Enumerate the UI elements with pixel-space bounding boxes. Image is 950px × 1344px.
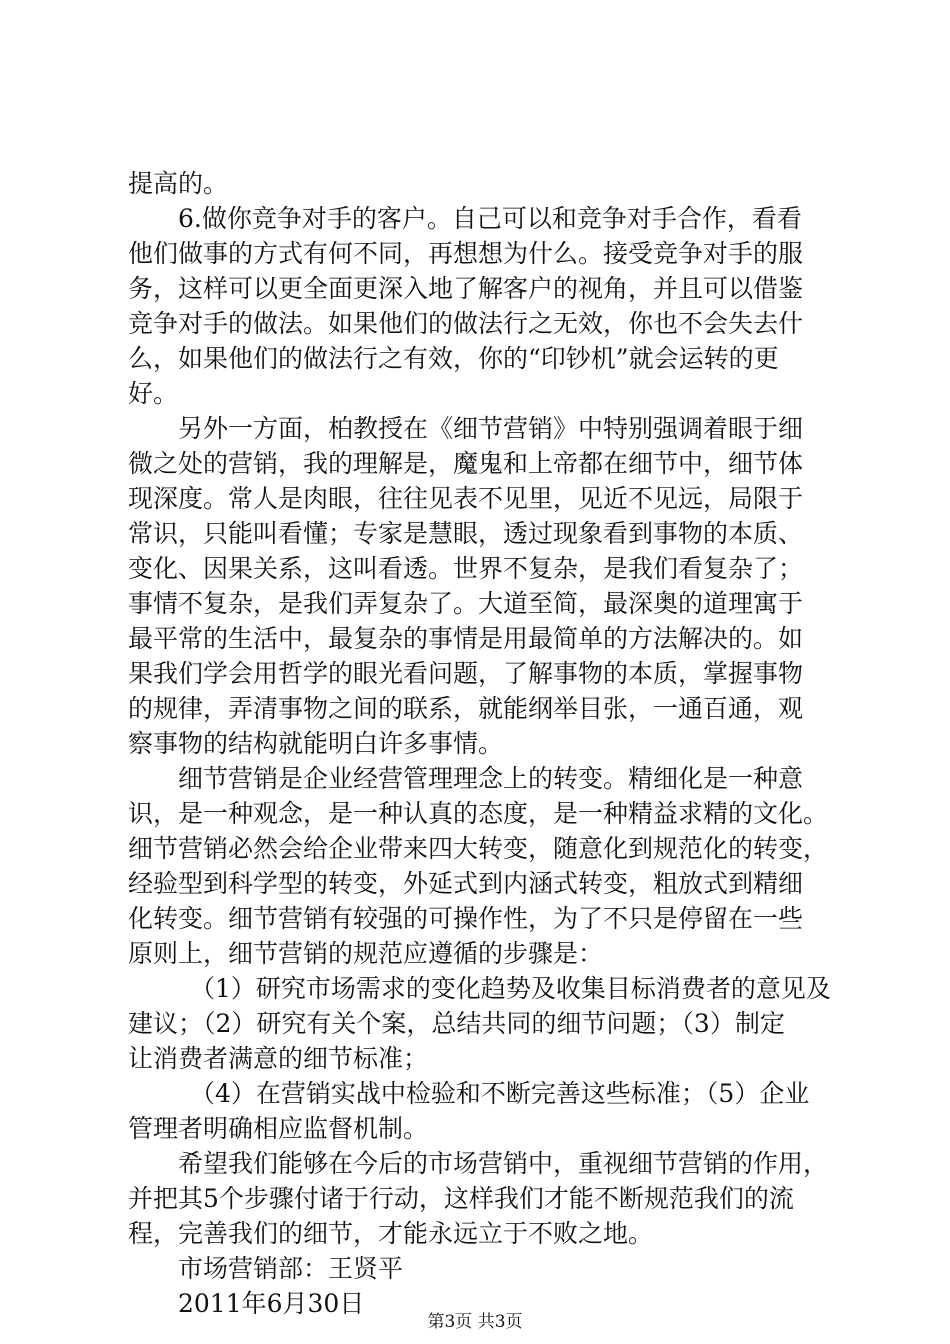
text-line: 建议；（2）研究有关个案，总结共同的细节问题；（3）制定 <box>128 1009 785 1038</box>
text-line: 原则上，细节营销的规范应遵循的步骤是： <box>128 939 604 968</box>
paragraph-start-line: 6.做你竞争对手的客户。自己可以和竞争对手合作，看看 <box>178 204 802 233</box>
text-line: 程，完善我们的细节，才能永远立于不败之地。 <box>128 1219 654 1248</box>
text-line: 细节营销必然会给企业带来四大转变，随意化到规范化的转变， <box>128 834 829 863</box>
paragraph-start-line: 细节营销是企业经营管理理念上的转变。精细化是一种意 <box>178 764 804 793</box>
text-line: 最平常的生活中，最复杂的事情是用最简单的方法解决的。如 <box>128 624 804 653</box>
signature-date: 2011年6月30日 <box>178 1289 365 1318</box>
paragraph-start-line: 希望我们能够在今后的市场营销中，重视细节营销的作用， <box>178 1149 829 1178</box>
text-line: 常识，只能叫看懂；专家是慧眼，透过现象看到事物的本质、 <box>128 519 804 548</box>
text-line: 果我们学会用哲学的眼光看问题，了解事物的本质，掌握事物 <box>128 659 804 688</box>
list-item-line: （4）在营销实战中检验和不断完善这些标准；（5）企业 <box>190 1079 810 1108</box>
text-line: 务，这样可以更全面更深入地了解客户的视角，并且可以借鉴 <box>128 274 804 303</box>
text-line: 竞争对手的做法。如果他们的做法行之无效，你也不会失去什 <box>128 309 804 338</box>
text-line: 好。 <box>128 379 179 408</box>
text-line: 现深度。常人是肉眼，往往见表不见里，见近不见远，局限于 <box>128 484 804 513</box>
text-line: 识，是一种观念，是一种认真的态度，是一种精益求精的文化。 <box>128 799 829 828</box>
text-line: 并把其5个步骤付诸于行动，这样我们才能不断规范我们的流 <box>128 1184 794 1213</box>
text-line: 化转变。细节营销有较强的可操作性，为了不只是停留在一些 <box>128 904 804 933</box>
text-line: 经验型到科学型的转变，外延式到内涵式转变，粗放式到精细 <box>128 869 804 898</box>
text-line: 变化、因果关系，这叫看透。世界不复杂，是我们看复杂了； <box>128 554 804 583</box>
signature-department: 市场营销部：王贤平 <box>178 1254 404 1283</box>
text-line: 么，如果他们的做法行之有效，你的“印钞机”就会运转的更 <box>128 344 779 373</box>
text-line: 事情不复杂，是我们弄复杂了。大道至简，最深奥的道理寓于 <box>128 589 804 618</box>
text-line: 让消费者满意的细节标准； <box>128 1044 429 1073</box>
text-line: 察事物的结构就能明白许多事情。 <box>128 729 504 758</box>
text-line: 管理者明确相应监督机制。 <box>128 1114 429 1143</box>
text-line: 微之处的营销，我的理解是，魔鬼和上帝都在细节中，细节体 <box>128 449 804 478</box>
paragraph-start-line: 另外一方面，柏教授在《细节营销》中特别强调着眼于细 <box>178 414 804 443</box>
text-line: 提高的。 <box>128 169 229 198</box>
page-footer: 第3页 共3页 <box>427 1312 523 1332</box>
list-item-line: （1）研究市场需求的变化趋势及收集目标消费者的意见及 <box>190 974 831 1003</box>
text-line: 的规律，弄清事物之间的联系，就能纲举目张，一通百通，观 <box>128 694 804 723</box>
text-line: 他们做事的方式有何不同，再想想为什么。接受竞争对手的服 <box>128 239 804 268</box>
